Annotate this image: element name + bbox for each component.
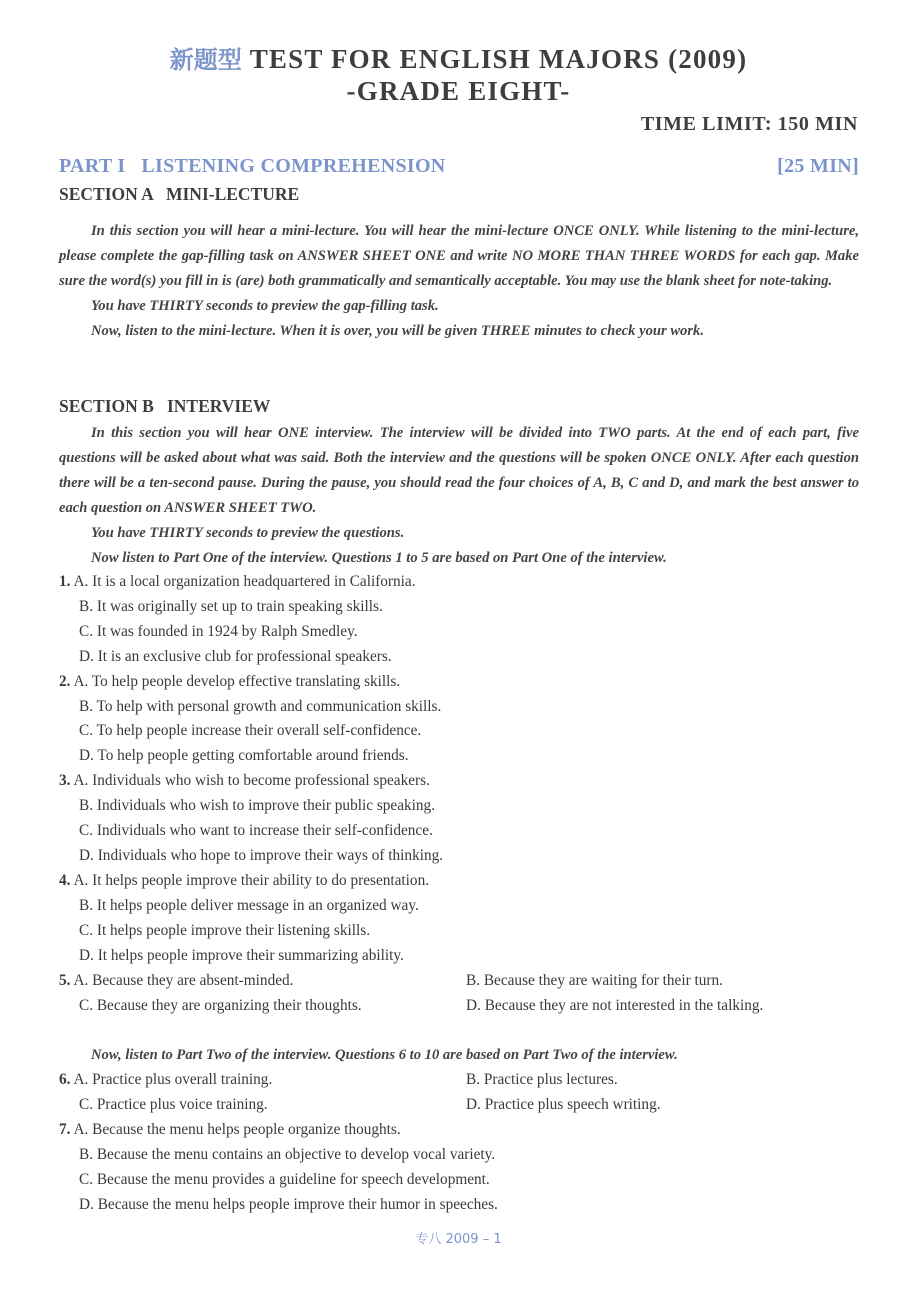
question-4-option-d: D. It helps people improve their summarizing ability. <box>79 947 404 964</box>
document-subtitle: -GRADE EIGHT- <box>346 76 571 106</box>
question-6-option-b: B. Practice plus lectures. <box>466 1071 618 1088</box>
option-text: A. It is a local organization headquartered in California. <box>73 573 416 590</box>
question-3-option-d: D. Individuals who hope to improve their ways of thinking. <box>79 847 444 864</box>
document-title <box>0 40 917 75</box>
question-1-option-d: D. It is an exclusive club for professional speakers. <box>79 648 392 665</box>
question-4-option-b: B. It helps people deliver message in an organized way. <box>79 897 419 914</box>
part-label: PART I LISTENING COMPREHENSION <box>59 155 446 177</box>
question-6-option-c: C. Practice plus voice training. <box>79 1096 268 1113</box>
question-2-option-d: D. To help people getting comfortable around friends. <box>79 747 409 764</box>
question-number: 4. <box>59 872 71 889</box>
question-7-option-a <box>59 1121 401 1139</box>
title-cn-prefix: 新题型 <box>169 46 242 74</box>
section-a-listen-text: Now, listen to the mini-lecture. When it is over, you will be given THREE minutes to check your work. <box>91 323 704 339</box>
question-number: 1. <box>59 573 71 590</box>
option-text: A. It helps people improve their ability to do presentation. <box>73 872 430 889</box>
question-5-option-a <box>59 972 294 990</box>
question-2-option-b: B. To help with personal growth and communication skills. <box>79 698 442 715</box>
question-2-option-c: C. To help people increase their overall self-confidence. <box>79 722 422 739</box>
question-1-option-b: B. It was originally set up to train speaking skills. <box>79 598 383 615</box>
option-text: A. Individuals who wish to become professional speakers. <box>73 772 430 789</box>
question-3-option-c: C. Individuals who want to increase their self-confidence. <box>79 822 433 839</box>
section-a-instructions <box>59 219 859 344</box>
section-a-instruction-text: In this section you will hear a mini-lecture. You will hear the mini-lecture ONCE ONLY. While listening to the mini-lecture, please complete the gap-filling task on ANSWER SHEET ONE and write NO MORE THAN THREE WORDS for each gap. Make sure the word(s) you fill in is (are) both grammatically and semantically acceptable. You may use the blank sheet for note-taking. <box>59 223 859 289</box>
time-limit: TIME LIMIT: 150 MIN <box>640 113 858 135</box>
part-time: [25 MIN] <box>777 155 859 177</box>
question-1-option-c: C. It was founded in 1924 by Ralph Smedley. <box>79 623 358 640</box>
option-text: A. Practice plus overall training. <box>73 1071 273 1088</box>
question-7-option-b: B. Because the menu contains an objective to develop vocal variety. <box>79 1146 496 1163</box>
question-5-option-d: D. Because they are not interested in the talking. <box>466 997 764 1014</box>
question-number: 7. <box>59 1121 71 1138</box>
question-number: 2. <box>59 673 71 690</box>
question-number: 3. <box>59 772 71 789</box>
section-b-part-two-text: Now, listen to Part Two of the interview. Questions 6 to 10 are based on Part Two of the interview. <box>91 1047 678 1063</box>
part-heading <box>59 155 859 178</box>
question-4-option-a <box>59 872 429 890</box>
question-number: 5. <box>59 972 71 989</box>
title-main: TEST FOR ENGLISH MAJORS (2009) <box>249 44 748 74</box>
question-6-option-a <box>59 1071 272 1089</box>
section-a-heading: SECTION A MINI-LECTURE <box>59 184 300 204</box>
section-b-instructions <box>59 421 859 571</box>
question-3-option-b: B. Individuals who wish to improve their public speaking. <box>79 797 436 814</box>
section-b-part-one-text: Now listen to Part One of the interview. Questions 1 to 5 are based on Part One of the interview. <box>91 550 667 566</box>
question-7-option-c: C. Because the menu provides a guideline for speech development. <box>79 1171 490 1188</box>
question-5-option-b: B. Because they are waiting for their turn. <box>466 972 723 989</box>
question-4-option-c: C. It helps people improve their listening skills. <box>79 922 371 939</box>
question-1-option-a <box>59 573 416 591</box>
question-3-option-a <box>59 772 430 790</box>
section-b-preview-text: You have THIRTY seconds to preview the questions. <box>91 525 405 541</box>
question-7-option-d: D. Because the menu helps people improve their humor in speeches. <box>79 1196 498 1213</box>
page-footer: 专八 2009 – 1 <box>415 1232 502 1247</box>
question-6-option-d: D. Practice plus speech writing. <box>466 1096 661 1113</box>
question-5-option-c: C. Because they are organizing their thoughts. <box>79 997 362 1014</box>
option-text: A. Because the menu helps people organize thoughts. <box>73 1121 401 1138</box>
question-number: 6. <box>59 1071 71 1088</box>
section-a-preview-text: You have THIRTY seconds to preview the gap-filling task. <box>91 298 439 314</box>
option-text: A. Because they are absent-minded. <box>73 972 294 989</box>
section-b-instruction-text: In this section you will hear ONE interview. The interview will be divided into TWO parts. At the end of each part, five questions will be asked about what was said. Both the interview and the questions will be spoken ONCE ONLY. After each question there will be a ten-second pause. During the pause, you should read the four choices of A, B, C and D, and mark the best answer to each question on ANSWER SHEET TWO. <box>59 425 859 516</box>
option-text: A. To help people develop effective translating skills. <box>73 673 401 690</box>
section-b-heading: SECTION B INTERVIEW <box>59 396 271 416</box>
question-2-option-a <box>59 673 400 691</box>
